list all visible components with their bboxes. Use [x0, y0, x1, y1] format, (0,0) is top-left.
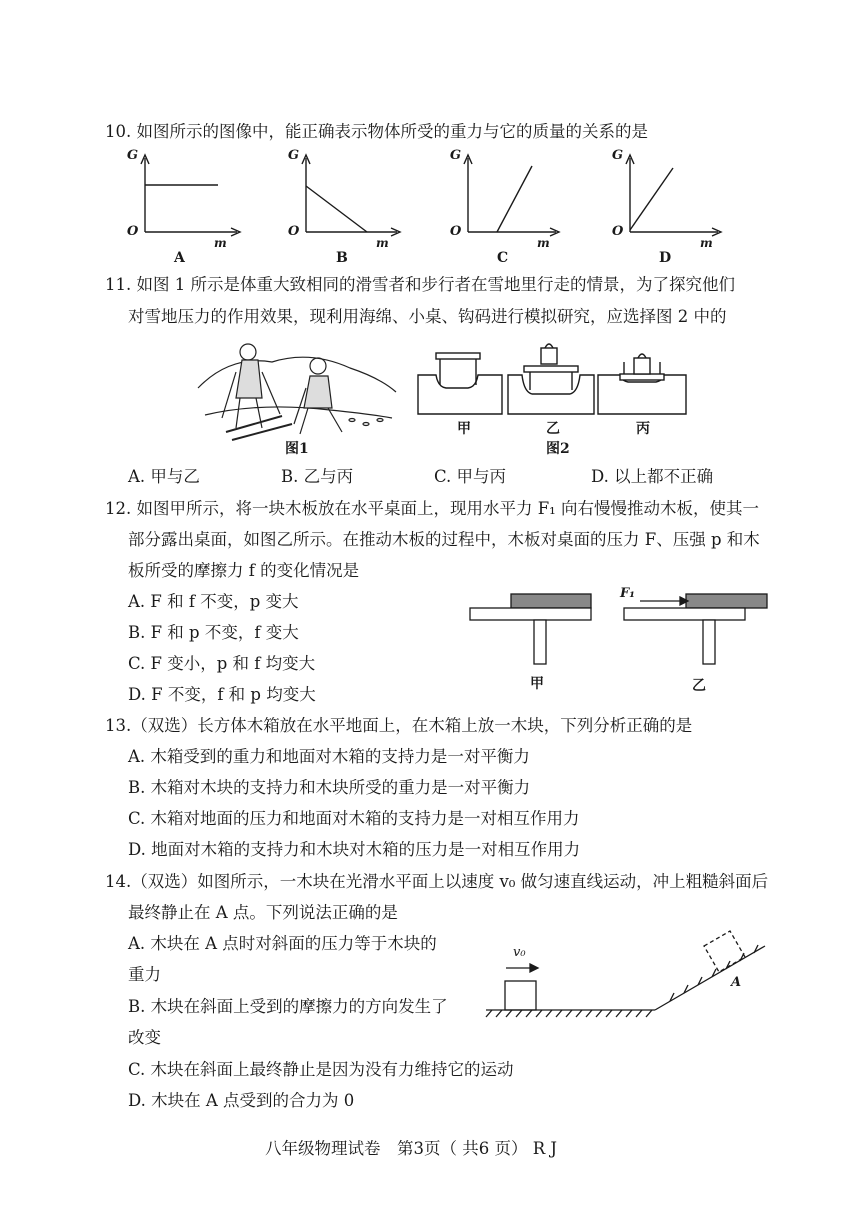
q12-option-d: D. F 不变，f 和 p 均变大	[128, 685, 316, 704]
q14-option-b-line2: 改变	[128, 1028, 161, 1047]
q12-stem-line1: 12. 如图甲所示，将一块木板放在水平桌面上，现用水平力 F₁ 向右慢慢推动木板，使其一	[105, 499, 760, 518]
graph-d-origin: O	[612, 224, 624, 239]
graph-b-xlabel: m	[376, 236, 389, 250]
q12-option-b: B. F 和 p 不变，f 变大	[128, 623, 299, 642]
q10-stem: 10. 如图所示的图像中，能正确表示物体所受的重力与它的质量的关系的是	[105, 122, 648, 141]
graph-b-origin: O	[288, 224, 300, 239]
q13-option-d: D. 地面对木箱的支持力和木块对木箱的压力是一对相互作用力	[128, 840, 581, 859]
q14-velocity-label: v₀	[513, 945, 526, 960]
graph-b-ylabel: G	[288, 148, 300, 163]
q14-option-b-line1: B. 木块在斜面上受到的摩擦力的方向发生了	[128, 997, 448, 1016]
graph-a-ylabel: G	[127, 148, 139, 163]
graph-c-ylabel: G	[450, 148, 462, 163]
q14-option-a-line1: A. 木块在 A 点时对斜面的压力等于木块的	[128, 934, 437, 953]
graph-c-letter: C	[497, 250, 509, 266]
q12-option-c: C. F 变小，p 和 f 均变大	[128, 654, 316, 673]
q14-option-c: C. 木块在斜面上最终静止是因为没有力维持它的运动	[128, 1060, 514, 1079]
q12-force-label: F₁	[620, 586, 635, 601]
q11-fig2-label-bing: 丙	[636, 421, 650, 437]
graph-d-xlabel: m	[700, 236, 713, 250]
q14-stem-line1: 14.（双选）如图所示，一木块在光滑水平面上以速度 v₀ 做匀速直线运动，冲上粗糙斜面后	[105, 872, 769, 891]
graph-a-xlabel: m	[214, 236, 227, 250]
q13-option-a: A. 木箱受到的重力和地面对木箱的支持力是一对平衡力	[128, 747, 530, 766]
q13-option-b: B. 木箱对木块的支持力和木块所受的重力是一对平衡力	[128, 778, 531, 797]
q11-stem-line2: 对雪地压力的作用效果，现利用海绵、小桌、钩码进行模拟研究，应选择图 2 中的	[128, 307, 727, 326]
graph-c-origin: O	[450, 224, 462, 239]
q11-option-c: C. 甲与丙	[434, 467, 507, 486]
graph-d-letter: D	[659, 250, 672, 266]
q11-fig1-caption: 图1	[285, 441, 309, 457]
q11-option-d: D. 以上都不正确	[591, 467, 714, 486]
q12-fig-label-jia: 甲	[530, 676, 544, 692]
q14-point-label: A	[731, 975, 742, 990]
q13-stem: 13.（双选）长方体木箱放在水平地面上，在木箱上放一木块，下列分析正确的是	[105, 716, 693, 735]
q11-option-a: A. 甲与乙	[128, 467, 200, 486]
graph-b-letter: B	[336, 250, 348, 266]
graph-d-ylabel: G	[612, 148, 624, 163]
q12-stem-line2: 部分露出桌面，如图乙所示。在推动木板的过程中，木板对桌面的压力 F、压强 p 和木	[128, 530, 760, 549]
q11-fig2-label-yi: 乙	[546, 421, 560, 437]
q11-stem-line1: 11. 如图 1 所示是体重大致相同的滑雪者和步行者在雪地里行走的情景，为了探究他们	[105, 275, 735, 294]
q13-option-c: C. 木箱对地面的压力和地面对木箱的支持力是一对相互作用力	[128, 809, 580, 828]
q11-option-b: B. 乙与丙	[281, 467, 354, 486]
q11-fig2-label-jia: 甲	[457, 421, 471, 437]
q12-fig-label-yi: 乙	[692, 678, 706, 694]
graph-c-xlabel: m	[537, 236, 550, 250]
q12-stem-line3: 板所受的摩擦力 f 的变化情况是	[128, 561, 360, 580]
q14-stem-line2: 最终静止在 A 点。下列说法正确的是	[128, 903, 398, 922]
q11-fig2-caption: 图2	[546, 441, 570, 457]
q12-option-a: A. F 和 f 不变，p 变大	[128, 592, 299, 611]
page-footer: 八年级物理试卷 第3页（ 共6 页） R J	[265, 1139, 558, 1158]
graph-a-origin: O	[127, 224, 139, 239]
graph-a-letter: A	[174, 250, 185, 266]
q14-option-d: D. 木块在 A 点受到的合力为 0	[128, 1091, 355, 1110]
q14-option-a-line2: 重力	[128, 965, 161, 984]
